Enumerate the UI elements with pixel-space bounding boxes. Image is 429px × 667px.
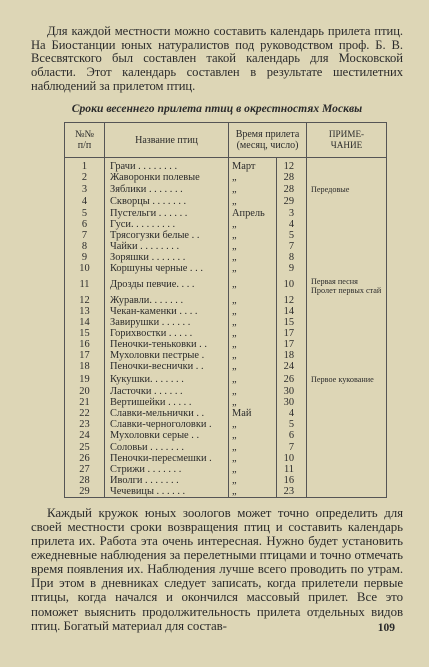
row-note-empty [307, 230, 387, 241]
arrival-month: „ [229, 453, 277, 464]
row-note-empty [307, 241, 387, 252]
table-row [65, 430, 387, 441]
arrival-day: 5 [277, 230, 307, 241]
table-row [65, 306, 387, 317]
table-row [65, 408, 387, 419]
row-number: 12 [65, 295, 105, 306]
arrival-day: 12 [277, 295, 307, 306]
arrival-day: 28 [277, 183, 307, 196]
row-note-empty [307, 158, 387, 173]
bird-name: Ласточки . . . . . . [105, 386, 229, 397]
header-bird-name: Название птиц [105, 123, 229, 158]
table-row [65, 252, 387, 263]
arrival-day: 4 [277, 219, 307, 230]
arrival-day: 18 [277, 350, 307, 361]
bird-name: Трясогузки белые . . [105, 230, 229, 241]
arrival-month: „ [229, 196, 277, 207]
header-note: ПРИМЕ- ЧАНИЕ [307, 123, 387, 158]
table-row [65, 397, 387, 408]
bird-name: Коршуны черные . . . [105, 263, 229, 274]
arrival-month: „ [229, 306, 277, 317]
arrival-month: Март [229, 158, 277, 173]
row-note-empty [307, 397, 387, 408]
row-note-empty [307, 475, 387, 486]
arrival-month: „ [229, 442, 277, 453]
bird-name: Иволги . . . . . . . [105, 475, 229, 486]
row-number: 11 [65, 275, 105, 295]
outro-paragraph: Каждый кружок юных зоологов может точно определить для своей местности сроки возвращения птиц и составить календарь прилета их. Работа эта очень интересная. Нужно будет установить ежедневные наблюдения за перелетными птицами и точно отмечать время появления их. Наблюдения лучше всего проводить по утрам. При этом в дневниках следует записать, когда прилетели первые птицы, когда начался и окончился массовый прилет. Все это поможет выяснить продолжительность прилета отдельных видов птиц. Богатый материал для состав- [31, 505, 403, 633]
row-number: 10 [65, 263, 105, 274]
bird-name: Пеночки-пересмешки . [105, 453, 229, 464]
arrival-day: 29 [277, 196, 307, 207]
arrival-day: 11 [277, 464, 307, 475]
row-note-empty [307, 172, 387, 183]
row-note-empty [307, 208, 387, 219]
table-row [65, 219, 387, 230]
row-note-empty [307, 252, 387, 263]
table-row [65, 172, 387, 183]
arrival-day: 7 [277, 241, 307, 252]
arrival-day: 3 [277, 208, 307, 219]
intro-paragraph: Для каждой местности можно составить календарь прилета птиц. На Биостанции юных натуралистов под руководством проф. Б. В. Всесвятского был составлен такой календарь для Московской области. Этот календарь составлен в результате шестилетних наблюдений за прилетом птиц. [31, 23, 403, 94]
row-number: 21 [65, 397, 105, 408]
arrival-month: „ [229, 252, 277, 263]
arrival-day: 28 [277, 172, 307, 183]
arrival-month: Апрель [229, 208, 277, 219]
arrival-month: „ [229, 183, 277, 196]
table-row [65, 486, 387, 498]
bird-name: Стрижи . . . . . . . [105, 464, 229, 475]
arrival-day: 10 [277, 453, 307, 464]
arrival-month: „ [229, 241, 277, 252]
bird-name: Чекан-каменки . . . . [105, 306, 229, 317]
arrival-day: 23 [277, 486, 307, 498]
arrival-month: „ [229, 464, 277, 475]
table-row [65, 453, 387, 464]
row-number: 8 [65, 241, 105, 252]
row-number: 13 [65, 306, 105, 317]
bird-name: Мухоловки серые . . [105, 430, 229, 441]
row-number: 6 [65, 219, 105, 230]
bird-name: Жаворонки полевые [105, 172, 229, 183]
arrival-month: „ [229, 317, 277, 328]
arrival-month: „ [229, 328, 277, 339]
row-note-empty [307, 361, 387, 372]
table-row [65, 317, 387, 328]
row-number: 9 [65, 252, 105, 263]
table-row [65, 464, 387, 475]
row-number: 25 [65, 442, 105, 453]
row-note-empty [307, 339, 387, 350]
row-number: 18 [65, 361, 105, 372]
table-caption: Сроки весеннего прилета птиц в окрестностях Москвы [71, 102, 363, 115]
row-number: 26 [65, 453, 105, 464]
row-number: 15 [65, 328, 105, 339]
bird-name: Скворцы . . . . . . . [105, 196, 229, 207]
arrival-day: 12 [277, 158, 307, 173]
row-note-empty [307, 350, 387, 361]
row-number: 5 [65, 208, 105, 219]
arrival-month: „ [229, 397, 277, 408]
arrival-month: „ [229, 172, 277, 183]
bird-name: Чайки . . . . . . . . [105, 241, 229, 252]
bird-name: Славки-мельнички . . [105, 408, 229, 419]
header-arrival-time: Время прилета (месяц, число) [229, 123, 307, 158]
arrival-day: 17 [277, 339, 307, 350]
arrival-day: 30 [277, 397, 307, 408]
row-number: 28 [65, 475, 105, 486]
table-row [65, 386, 387, 397]
row-note: Первое кукование [307, 373, 387, 386]
arrival-day: 8 [277, 252, 307, 263]
arrival-month: „ [229, 263, 277, 274]
table-row [65, 183, 387, 196]
table-row [65, 442, 387, 453]
table-row [65, 230, 387, 241]
arrival-day: 10 [277, 275, 307, 295]
arrival-month: „ [229, 295, 277, 306]
row-number: 16 [65, 339, 105, 350]
arrival-month: „ [229, 419, 277, 430]
table-row [65, 196, 387, 207]
header-number: №№ п/п [65, 123, 105, 158]
arrival-day: 17 [277, 328, 307, 339]
arrival-month: „ [229, 275, 277, 295]
bird-name: Гуси. . . . . . . . . [105, 219, 229, 230]
arrival-day: 24 [277, 361, 307, 372]
row-number: 2 [65, 172, 105, 183]
bird-name: Пустельги . . . . . . [105, 208, 229, 219]
arrival-day: 14 [277, 306, 307, 317]
row-note-empty [307, 453, 387, 464]
row-number: 29 [65, 486, 105, 498]
row-note-empty [307, 196, 387, 207]
table-row [65, 241, 387, 252]
row-number: 19 [65, 373, 105, 386]
bird-name: Пеночки-веснички . . [105, 361, 229, 372]
row-number: 3 [65, 183, 105, 196]
arrival-day: 26 [277, 373, 307, 386]
arrival-day: 30 [277, 386, 307, 397]
table-row [65, 158, 387, 173]
arrival-day: 4 [277, 408, 307, 419]
row-note-empty [307, 306, 387, 317]
row-number: 20 [65, 386, 105, 397]
row-number: 14 [65, 317, 105, 328]
arrival-month: „ [229, 350, 277, 361]
bird-name: Мухоловки пестрые . [105, 350, 229, 361]
arrival-month: „ [229, 475, 277, 486]
row-note-empty [307, 317, 387, 328]
table-body [65, 158, 387, 498]
row-number: 7 [65, 230, 105, 241]
bird-name: Пеночки-теньковки . . [105, 339, 229, 350]
arrival-day: 7 [277, 442, 307, 453]
arrival-day: 16 [277, 475, 307, 486]
bird-name: Зоряшки . . . . . . . [105, 252, 229, 263]
arrival-month: „ [229, 486, 277, 498]
row-number: 17 [65, 350, 105, 361]
row-number: 24 [65, 430, 105, 441]
arrival-month: „ [229, 219, 277, 230]
arrival-day: 15 [277, 317, 307, 328]
bird-name: Зяблики . . . . . . . [105, 183, 229, 196]
bird-name: Славки-черноголовки . [105, 419, 229, 430]
table-row [65, 339, 387, 350]
table-row [65, 208, 387, 219]
row-number: 1 [65, 158, 105, 173]
arrival-month: „ [229, 339, 277, 350]
row-note-empty [307, 295, 387, 306]
table-row [65, 295, 387, 306]
row-number: 27 [65, 464, 105, 475]
bird-name: Чечевицы . . . . . . [105, 486, 229, 498]
row-note: Первая песня Пролет первых стай [307, 275, 387, 295]
arrival-day: 9 [277, 263, 307, 274]
table-row [65, 361, 387, 372]
page-number: 109 [377, 622, 395, 634]
table-row [65, 350, 387, 361]
bird-name: Журавли. . . . . . . [105, 295, 229, 306]
row-note-empty [307, 486, 387, 498]
bird-name: Соловьи . . . . . . . [105, 442, 229, 453]
arrival-day: 6 [277, 430, 307, 441]
arrival-day: 5 [277, 419, 307, 430]
row-note-empty [307, 328, 387, 339]
arrival-month: „ [229, 361, 277, 372]
table-row [65, 328, 387, 339]
table-row [65, 419, 387, 430]
row-note-empty [307, 263, 387, 274]
row-note-empty [307, 386, 387, 397]
row-note-empty [307, 408, 387, 419]
bird-arrival-table [64, 122, 387, 498]
row-note-empty [307, 464, 387, 475]
table-row [65, 263, 387, 274]
arrival-month: Май [229, 408, 277, 419]
arrival-month: „ [229, 430, 277, 441]
row-number: 23 [65, 419, 105, 430]
table-row [65, 475, 387, 486]
row-note-empty [307, 430, 387, 441]
bird-name: Кукушки. . . . . . . [105, 373, 229, 386]
table-row [65, 275, 387, 295]
bird-name: Горихвостки . . . . . [105, 328, 229, 339]
arrival-month: „ [229, 373, 277, 386]
bird-name: Вертишейки . . . . . [105, 397, 229, 408]
table-row [65, 373, 387, 386]
bird-name: Завирушки . . . . . . [105, 317, 229, 328]
arrival-month: „ [229, 386, 277, 397]
row-note: Передовые [307, 183, 387, 196]
bird-name: Дрозды певчие. . . . [105, 275, 229, 295]
row-note-empty [307, 442, 387, 453]
row-number: 22 [65, 408, 105, 419]
bird-name: Грачи . . . . . . . . [105, 158, 229, 173]
table-header-row [65, 123, 387, 158]
row-note-empty [307, 219, 387, 230]
arrival-month: „ [229, 230, 277, 241]
row-number: 4 [65, 196, 105, 207]
row-note-empty [307, 419, 387, 430]
